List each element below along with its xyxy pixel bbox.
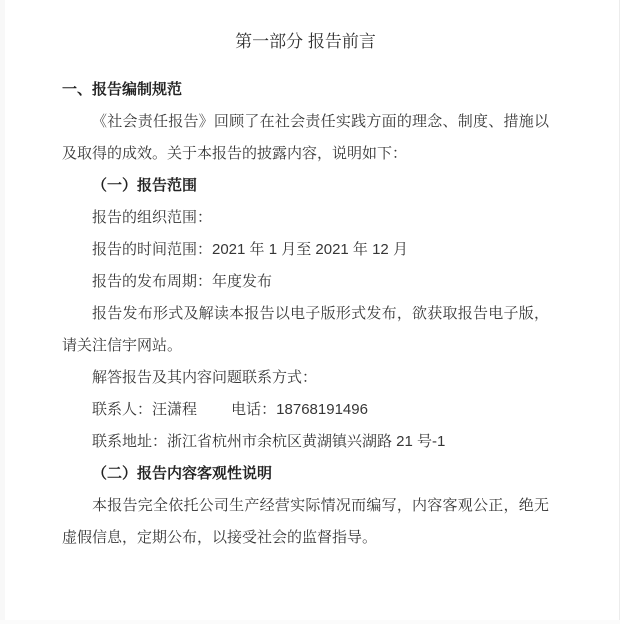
subsection-heading-scope: （一）报告范围 (92, 177, 198, 194)
subsection-heading-objectivity: （二）报告内容客观性说明 (92, 465, 273, 482)
paragraph-contact-person: 联系人：汪潇程 电话：18768191496 (92, 401, 368, 418)
paragraph-contact-intro: 解答报告及其内容问题联系方式： (92, 369, 318, 386)
page-bottom-edge (0, 620, 620, 624)
page-left-edge (0, 0, 5, 624)
page-title: 第一部分 报告前言 (235, 32, 376, 51)
document-content (62, 26, 549, 554)
paragraph-time-scope: 报告的时间范围：2021 年 1 月至 2021 年 12 月 (92, 241, 408, 258)
section-heading: 一、报告编制规范 (62, 81, 183, 98)
paragraph-release-form: 报告发布形式及解读本报告以电子版形式发布，欲获取报告电子版，请关注信宇网站。 (62, 305, 549, 354)
paragraph-org-scope: 报告的组织范围： (92, 209, 213, 226)
paragraph-contact-address: 联系地址：浙江省杭州市余杭区黄湖镇兴湖路 21 号-1 (92, 433, 446, 450)
paragraph-objectivity: 本报告完全依托公司生产经营实际情况而编写，内容客观公正，绝无虚假信息，定期公布，以接受社会的监督指导。 (62, 497, 549, 546)
paragraph-release-cycle: 报告的发布周期：年度发布 (92, 273, 273, 290)
paragraph-intro: 《社会责任报告》回顾了在社会责任实践方面的理念、制度、措施以及取得的成效。关于本报告的披露内容，说明如下： (62, 113, 549, 162)
